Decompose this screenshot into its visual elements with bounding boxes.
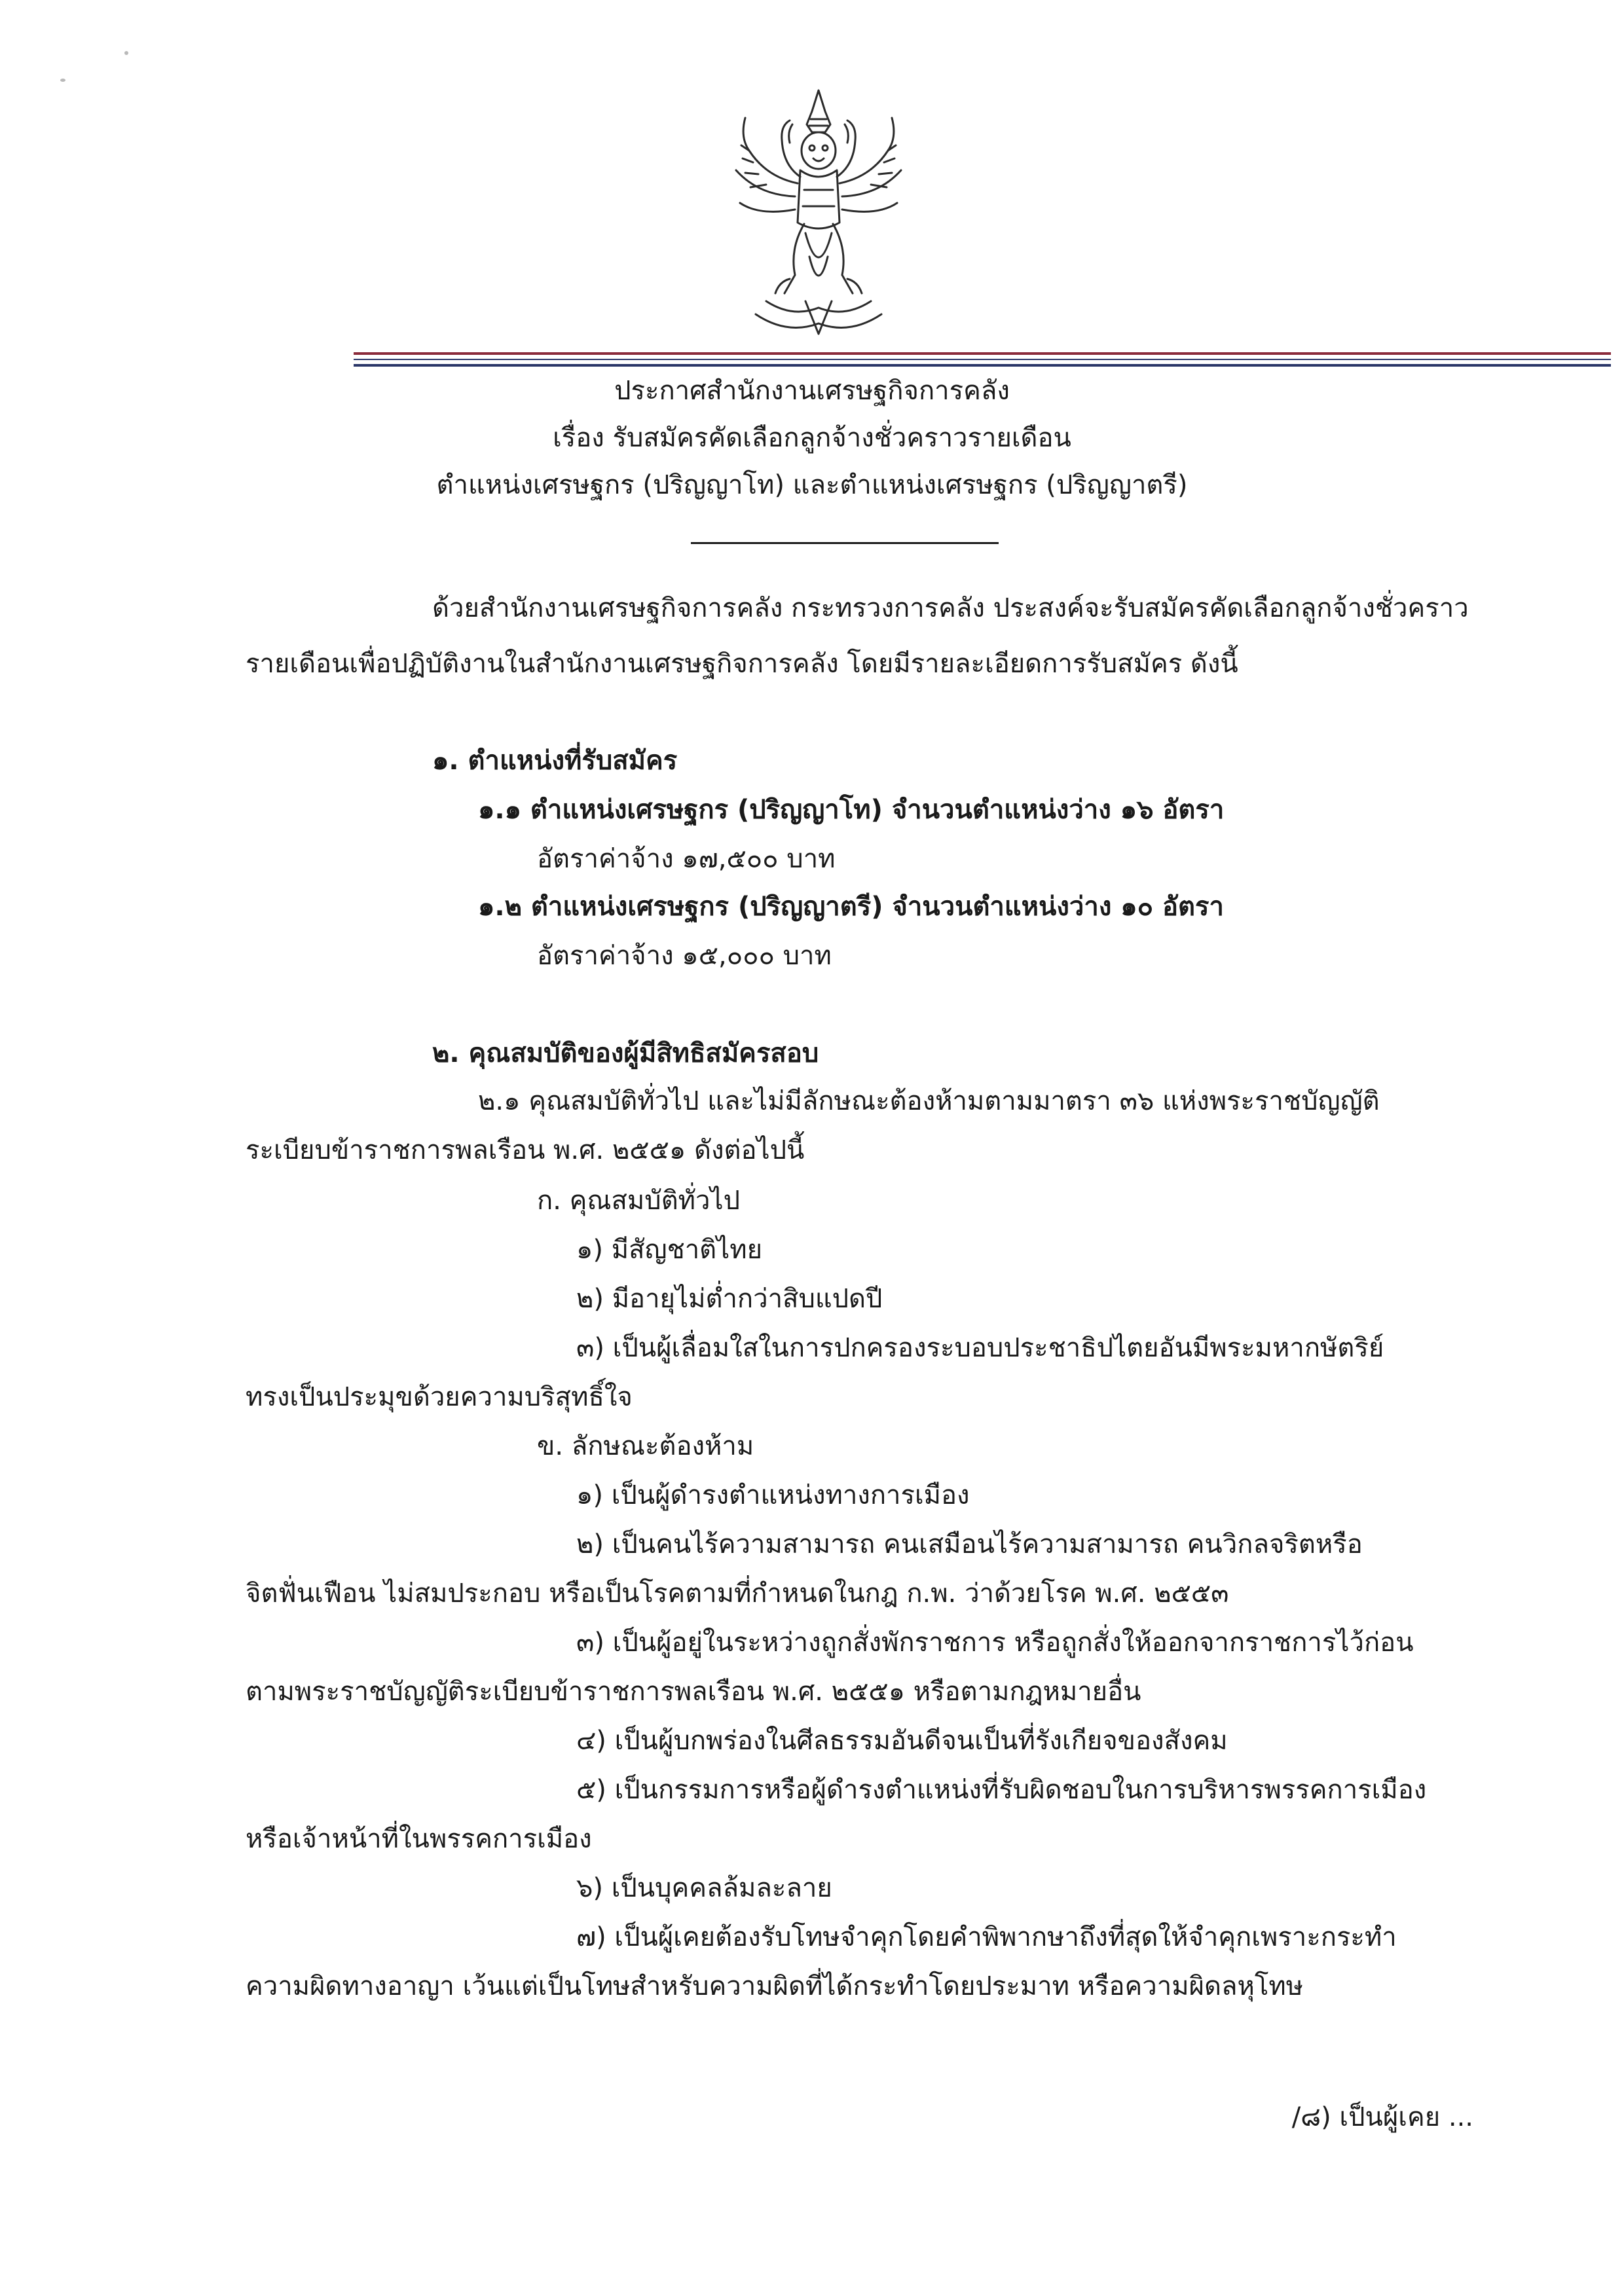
prohibited-item-7-line-2: ความผิดทางอาญา เว้นแต่เป็นโทษสำหรับความผิดที่ได้กระทำโดยประมาท หรือความผิดลหุโทษ [246,1971,1304,2001]
general-item-3-line-2: ทรงเป็นประมุขด้วยความบริสุทธิ์ใจ [246,1382,633,1412]
prohibited-item-6: ๖) เป็นบุคคลล้มละลาย [576,1873,832,1903]
prohibited-item-7-line-1: ๗) เป็นผู้เคยต้องรับโทษจำคุกโดยคำพิพากษาถึงที่สุดให้จำคุกเพราะกระทำ [576,1922,1397,1952]
prohibited-item-5-line-2: หรือเจ้าหน้าที่ในพรรคการเมือง [246,1824,592,1854]
prohibited-item-3-line-2: ตามพระราชบัญญัติระเบียบข้าราชการพลเรือน พ.ศ. ๒๕๕๑ หรือตามกฎหมายอื่น [246,1677,1141,1707]
header-rule-thin [354,359,1611,360]
intro-line-2: รายเดือนเพื่อปฏิบัติงานในสำนักงานเศรษฐกิจการคลัง โดยมีรายละเอียดการรับสมัคร ดังนี้ [246,649,1238,679]
continuation-marker: /๘) เป็นผู้เคย ... [1291,2102,1473,2132]
prohibited-item-2-line-1: ๒) เป็นคนไร้ความสามารถ คนเสมือนไร้ความสามารถ คนวิกลจริตหรือ [576,1529,1363,1559]
title-underline [691,542,999,544]
position-2-wage: อัตราค่าจ้าง ๑๕,๐๐๐ บาท [537,941,832,971]
scan-speck [60,79,65,82]
position-2-heading: ๑.๒ ตำแหน่งเศรษฐกร (ปริญญาตรี) จำนวนตำแหน่งว่าง ๑๐ อัตรา [478,892,1224,922]
prohibited-heading: ข. ลักษณะต้องห้าม [537,1431,754,1461]
qualification-intro-line-2: ระเบียบข้าราชการพลเรือน พ.ศ. ๒๕๕๑ ดังต่อไปนี้ [246,1135,805,1165]
prohibited-item-4: ๔) เป็นผู้บกพร่องในศีลธรรมอันดีจนเป็นที่รังเกียจของสังคม [576,1726,1228,1756]
position-1-heading: ๑.๑ ตำแหน่งเศรษฐกร (ปริญญาโท) จำนวนตำแหน่งว่าง ๑๖ อัตรา [478,795,1225,825]
scan-speck [124,51,128,55]
section1-heading: ๑. ตำแหน่งที่รับสมัคร [432,746,678,776]
position-1-wage: อัตราค่าจ้าง ๑๗,๕๐๐ บาท [537,844,836,874]
section2-heading: ๒. คุณสมบัติของผู้มีสิทธิสมัครสอบ [432,1038,819,1068]
prohibited-item-2-line-2: จิตฟั่นเฟือน ไม่สมประกอบ หรือเป็นโรคตามที่กำหนดในกฎ ก.พ. ว่าด้วยโรค พ.ศ. ๒๕๕๓ [246,1578,1229,1609]
header-rule-navy [354,364,1611,367]
qualification-intro-line-1: ๒.๑ คุณสมบัติทั่วไป และไม่มีลักษณะต้องห้ามตามมาตรา ๓๖ แห่งพระราชบัญญัติ [478,1086,1380,1116]
general-qualifications-heading: ก. คุณสมบัติทั่วไป [537,1186,740,1216]
prohibited-item-3-line-1: ๓) เป็นผู้อยู่ในระหว่างถูกสั่งพักราชการ หรือถูกสั่งให้ออกจากราชการไว้ก่อน [576,1628,1414,1658]
header-rule-red [354,352,1611,355]
general-item-1: ๑) มีสัญชาติไทย [576,1235,763,1265]
general-item-2: ๒) มีอายุไม่ต่ำกว่าสิบแปดปี [576,1284,883,1314]
intro-line-1: ด้วยสำนักงานเศรษฐกิจการคลัง กระทรวงการคลัง ประสงค์จะรับสมัครคัดเลือกลูกจ้างชั่วคราว [432,593,1469,623]
announcement-subject: เรื่อง รับสมัครคัดเลือกลูกจ้างชั่วคราวรายเดือน [553,423,1071,453]
announcement-title: ประกาศสำนักงานเศรษฐกิจการคลัง [614,376,1010,406]
prohibited-item-1: ๑) เป็นผู้ดำรงตำแหน่งทางการเมือง [576,1480,970,1510]
general-item-3-line-1: ๓) เป็นผู้เลื่อมใสในการปกครองระบอบประชาธิปไตยอันมีพระมหากษัตริย์ [576,1333,1384,1363]
garuda-emblem-icon [727,85,910,340]
prohibited-item-5-line-1: ๕) เป็นกรรมการหรือผู้ดำรงตำแหน่งที่รับผิดชอบในการบริหารพรรคการเมือง [576,1775,1427,1805]
announcement-positions: ตำแหน่งเศรษฐกร (ปริญญาโท) และตำแหน่งเศรษฐกร (ปริญญาตรี) [436,470,1188,500]
